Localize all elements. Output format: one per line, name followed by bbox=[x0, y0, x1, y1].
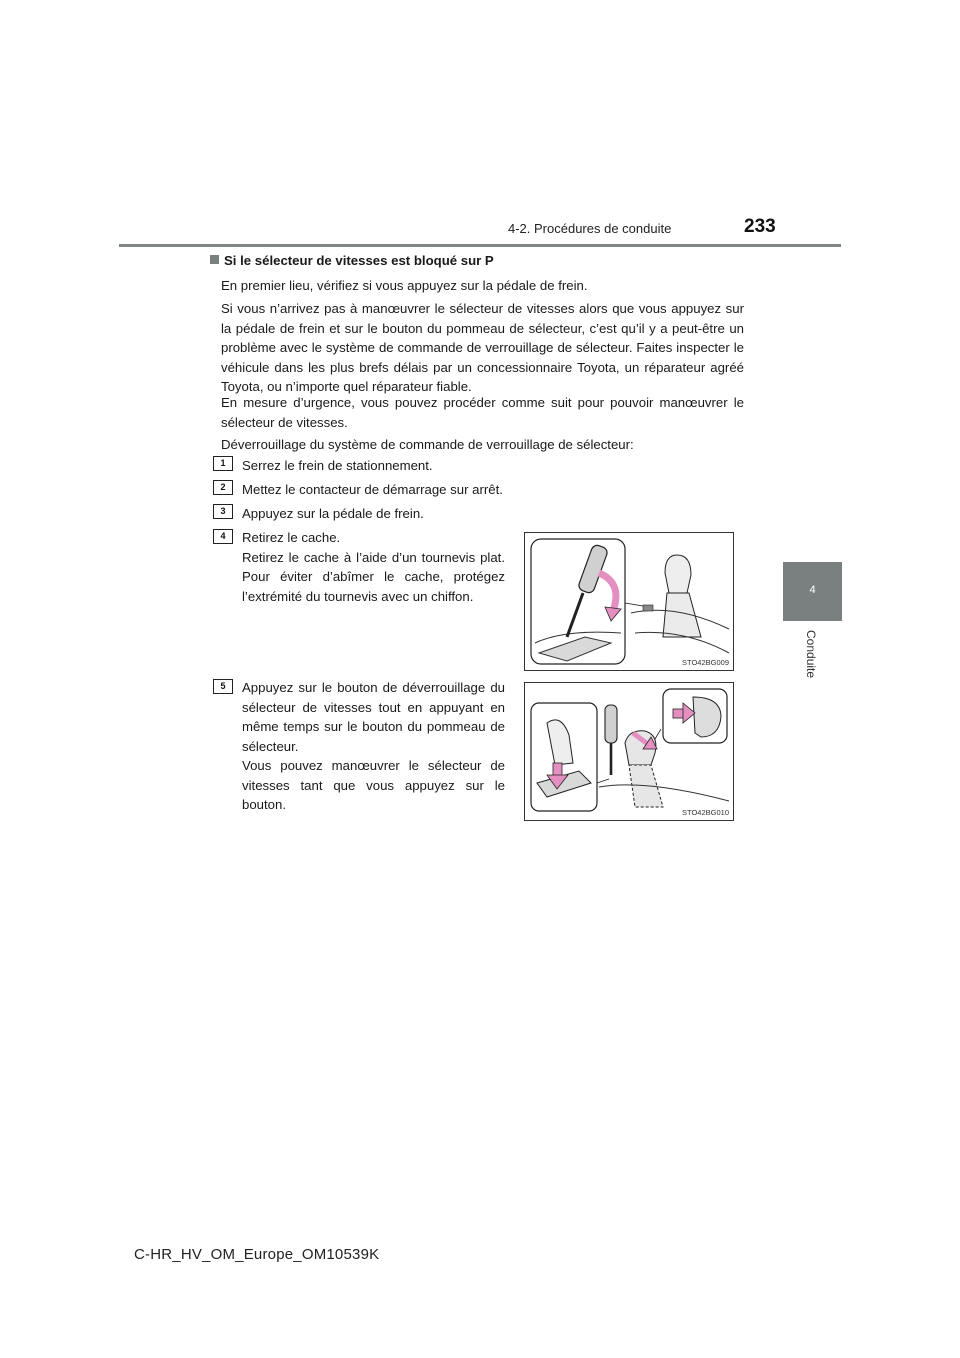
step-2-text: Mettez le contacteur de démarrage sur arrêt. bbox=[242, 482, 503, 497]
step-3-text: Appuyez sur la pédale de frein. bbox=[242, 506, 424, 521]
step-4-title: Retirez le cache. bbox=[242, 530, 341, 545]
bullet-square-icon bbox=[210, 255, 219, 264]
paragraph-3: En mesure d’urgence, vous pouvez procéder comme suit pour pouvoir manœuvrer le sélecteur de vitesses. bbox=[221, 395, 744, 430]
step-badge-3: 3 bbox=[213, 504, 233, 519]
paragraph-1: En premier lieu, vérifiez si vous appuyez sur la pédale de frein. bbox=[221, 278, 588, 293]
step-5-text: Vous pouvez manœuvrer le sélecteur de vitesses tant que vous appuyez sur le bouton. bbox=[242, 758, 505, 812]
remove-cover-illustration bbox=[525, 533, 733, 670]
paragraph-4: Déverrouillage du système de commande de verrouillage de sélecteur: bbox=[221, 437, 634, 452]
header-divider bbox=[119, 244, 841, 247]
chapter-tab-number: 4 bbox=[809, 584, 816, 596]
step-1-text: Serrez le frein de stationnement. bbox=[242, 458, 433, 473]
step-4-block bbox=[242, 528, 505, 606]
section-heading-text: Si le sélecteur de vitesses est bloqué sur P bbox=[224, 253, 494, 268]
header-section-title: 4-2. Procédures de conduite bbox=[508, 221, 672, 236]
step-badge-5: 5 bbox=[213, 679, 233, 694]
unlock-button-illustration bbox=[525, 683, 733, 820]
step-5-block bbox=[242, 678, 505, 815]
figure-2-caption: STO42BG010 bbox=[682, 808, 729, 817]
section-heading bbox=[210, 253, 494, 268]
step-5-title: Appuyez sur le bouton de déverrouillage du sélecteur de vitesses tout en appuyant en même temps sur le bouton du pommeau de sélecteur. bbox=[242, 680, 505, 754]
step-badge-1: 1 bbox=[213, 456, 233, 471]
step-badge-2: 2 bbox=[213, 480, 233, 495]
footer-doc-id: C-HR_HV_OM_Europe_OM10539K bbox=[134, 1246, 380, 1263]
chapter-tab-label: Conduite bbox=[804, 630, 818, 679]
screwdriver-icon bbox=[605, 705, 617, 775]
shift-lever-icon bbox=[631, 555, 729, 653]
chapter-tab bbox=[783, 562, 842, 621]
page-number: 233 bbox=[744, 216, 776, 237]
step-badge-4: 4 bbox=[213, 529, 233, 544]
paragraph-2: Si vous n’arrivez pas à manœuvrer le sélecteur de vitesses alors que vous appuyez sur la pédale de frein et sur le bouton du pommeau de sélecteur, c’est qu’il y a peut-être un problème avec le système de commande de verrouillage de sélecteur. Faites inspecter le véhicule dans les plus brefs délais par un concessionnaire Toyota, un réparateur agréé Toyota, ou n’importe quel réparateur fiable. bbox=[221, 301, 744, 394]
figure-remove-cover bbox=[524, 532, 734, 671]
figure-1-caption: STO42BG009 bbox=[682, 658, 729, 667]
figure-unlock-button bbox=[524, 682, 734, 821]
step-4-text: Retirez le cache à l’aide d’un tournevis plat. Pour éviter d’abîmer le cache, protégez l’extrémité du tournevis avec un chiffon. bbox=[242, 549, 505, 604]
